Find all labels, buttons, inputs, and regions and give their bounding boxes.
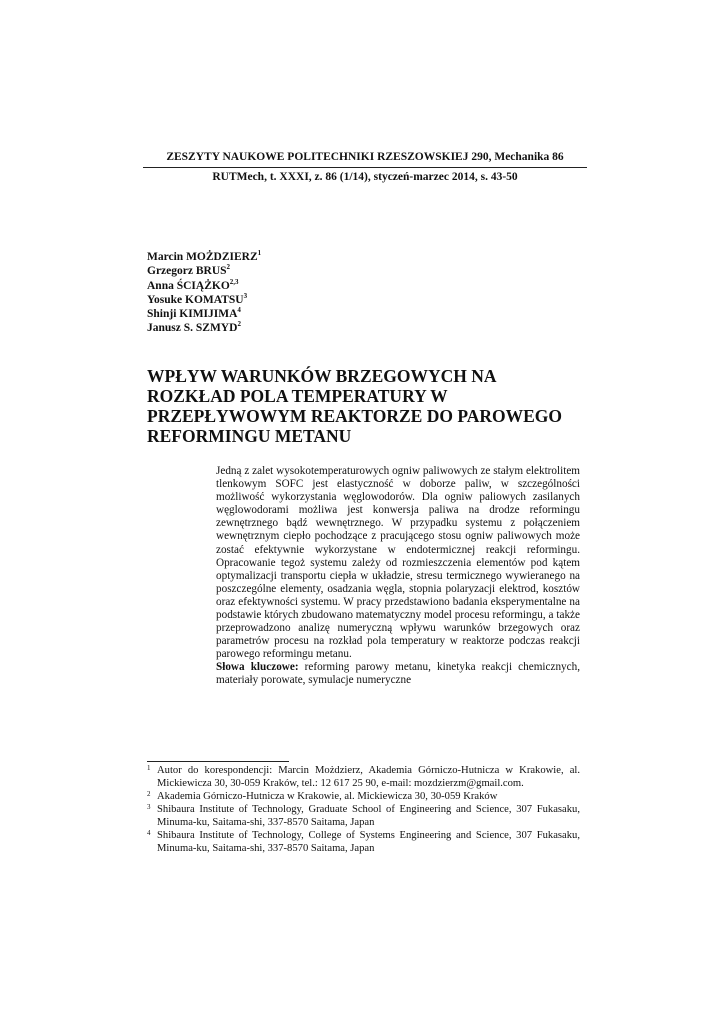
footnote-mark: 1 — [147, 764, 151, 772]
author — [147, 321, 261, 335]
journal-header-line-2: RUTMech, t. XXXI, z. 86 (1/14), styczeń-marzec 2014, s. 43-50 — [212, 171, 518, 183]
keywords-label: Słowa kluczowe: — [216, 661, 299, 673]
abstract: Jedną z zalet wysokotemperaturowych ogniw paliwowych ze stałym elektrolitem tlenkowym SOFC jest elastyczność w doborze paliw, w szczególności możliwość wykorzystania węglowodorów. Dla ogniw paliowych zasilanych węglowodorami możliwa jest konwersja paliwa na drodze reformingu zewnętrznego bądź wewnętrznego. W przypadku systemu z połączeniem wewnętrznym ciepło pochodzące z pracującego stosu ogniw paliwowych może zostać efektywnie wykorzystane w endotermicznej reakcji reformingu. Opracowanie tegoż systemu zależy od rozmieszczenia elementów pod kątem optymalizacji transportu ciepła w układzie, stresu termicznego wywieranego na poszczególne elementy, osadzania węgla, stopnia polaryzacji elektrod, kosztów oraz efektywności systemu. W pracy przedstawiono badania eksperymentalne na podstawie których zbudowano matematyczny model procesu reformingu, a także przeprowadzono analizę numeryczną wpływu warunków brzegowych oraz parametrów procesu na rozkład pola temperatury w reaktorze podczas reakcji parowego reformingu metanu. — [216, 465, 580, 661]
author — [147, 307, 261, 321]
author — [147, 264, 261, 278]
footnote — [147, 803, 580, 829]
journal-header — [143, 150, 587, 185]
author — [147, 279, 261, 293]
author-name: Marcin MOŻDZIERZ — [147, 251, 258, 263]
author-affiliation: 2,3 — [229, 277, 239, 286]
paper-title: WPŁYW WARUNKÓW BRZEGOWYCH NA ROZKŁAD POLA TEMPERATURY W PRZEPŁYWOWYM REAKTORZE DO PAROWEGO REFORMINGU METANU — [147, 366, 563, 446]
footnote-mark: 4 — [147, 829, 151, 837]
author — [147, 293, 261, 307]
author-affiliation: 3 — [243, 291, 248, 300]
author-name: Shinji KIMIJIMA — [147, 308, 238, 321]
author-affiliation: 4 — [237, 306, 241, 315]
footnote-text: Akademia Górniczo-Hutnicza w Krakowie, al. Mickiewicza 30, 30-059 Kraków — [157, 791, 498, 802]
author-affiliation: 2 — [226, 263, 231, 272]
keywords — [216, 661, 580, 687]
author — [147, 250, 261, 264]
footnote-mark: 3 — [147, 803, 151, 811]
author-affiliation: 1 — [257, 249, 262, 257]
footnote — [147, 764, 580, 790]
footnote — [147, 829, 580, 855]
footnote-mark: 2 — [147, 790, 151, 798]
keywords-text: reforming parowy metanu, kinetyka reakcji chemicznych, materiały porowate, symulacje numeryczne — [216, 661, 580, 687]
author-name: Anna ŚCIĄŻKO — [147, 279, 230, 292]
footnote-divider — [147, 761, 289, 762]
footnote-text: Shibaura Institute of Technology, Graduate School of Engineering and Science, 307 Fukasaku, Minuma-ku, Saitama-shi, 337-8570 Saitama, Japan — [157, 804, 580, 828]
author-list — [147, 250, 261, 336]
author-name: Yosuke KOMATSU — [147, 293, 244, 306]
author-name: Janusz S. SZMYD — [147, 322, 238, 335]
journal-header-line-1: ZESZYTY NAUKOWE POLITECHNIKI RZESZOWSKIEJ 290, Mechanika 86 — [143, 150, 587, 168]
footnote-text: Shibaura Institute of Technology, College of Systems Engineering and Science, 307 Fukasaku, Minuma-ku, Saitama-shi, 337-8570 Saitama, Japan — [157, 830, 580, 854]
footnotes — [147, 764, 580, 855]
footnote-text: Autor do korespondencji: Marcin Możdzierz, Akademia Górniczo-Hutnicza w Krakowie, al. Mickiewicza 30, 30-059 Kraków, tel.: 12 617 25 90, e-mail: mozdzierzm@gmail.com. — [157, 765, 580, 789]
footnote — [147, 790, 580, 803]
author-affiliation: 2 — [237, 320, 241, 329]
author-name: Grzegorz BRUS — [147, 265, 227, 278]
